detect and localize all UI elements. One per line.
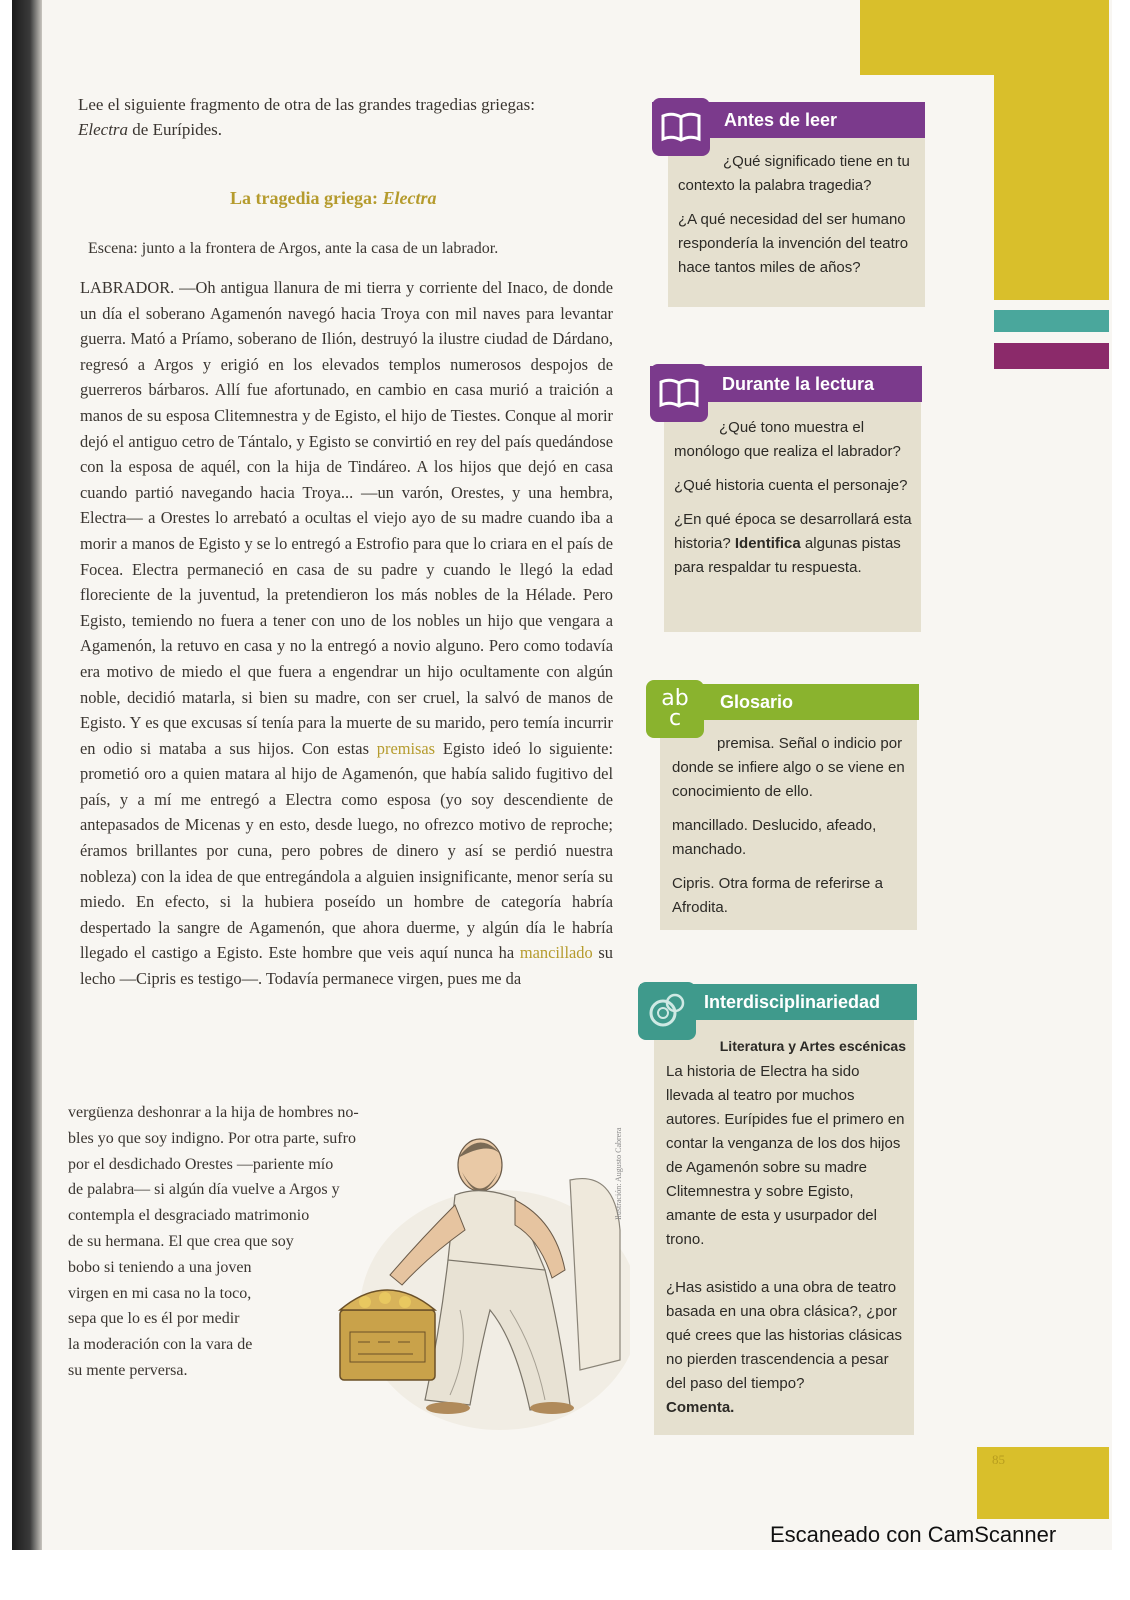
box-interdisciplinariedad xyxy=(654,992,914,1435)
story-line: de su hermana. El que crea que soy xyxy=(68,1232,294,1250)
box-body-durante xyxy=(674,416,916,590)
box-title: Durante la lectura xyxy=(722,374,875,394)
inter-question-text: ¿Has asistido a una obra de teatro basada en una obra clásica?, ¿por qué crees que las historias clásicas no pierden trascendencia a pesar del paso del tiempo? xyxy=(666,1279,902,1392)
story-line: bobo si teniendo a una joven xyxy=(68,1258,252,1276)
glossary-entry xyxy=(672,872,910,920)
glossary-definition: Otra forma de referirse a Afrodita. xyxy=(672,875,883,916)
story-line: virgen en mi casa no la toco, xyxy=(68,1284,252,1302)
question-3-text: algunas pistas para respaldar tu respuesta. xyxy=(674,535,901,576)
story-line: su mente perversa. xyxy=(68,1361,188,1379)
inter-question xyxy=(666,1276,906,1420)
question-3-text: ¿En qué época se desarrollará esta historia? xyxy=(674,511,912,552)
story-title-prefix: La tragedia griega: xyxy=(230,188,383,208)
intro-rest: de Eurípides. xyxy=(128,120,222,139)
intro-text xyxy=(78,92,638,142)
question-2: ¿Qué historia cuenta el personaje? xyxy=(674,477,908,494)
question-3-bold: Identifica xyxy=(734,535,801,552)
intro-work: Electra xyxy=(78,120,129,139)
story-text-part: LABRADOR. —Oh antigua llanura de mi tierra y corriente del Inaco, de donde un día el soberano Agamenón navegó hacia Troya con mil naves para levantar guerra. Mató a Príamo, soberano de Ilión, destruyó la ilustre ciudad de Dárdano, regresó a Argos y erigió en los elevados templos numerosos despojos de guerreros bárbaros. Allí fue afortunado, en cambio en casa murió a traición a manos de su esposa Clitemnestra y de Egisto, el hijo de Tiestes. Conque al morir dejó el antiguo cetro de Tántalo, y Egisto se convirtió en rey del país quedándose con la esposa de aquél, con la hija de Tindáreo. A los hijos que dejó en casa cuando partió navegando hacia Troya... —un varón, Orestes, y una hembra, Electra— a Orestes lo arrebató a ocultas el viejo ayo de su madre cuando iba a morir a manos de Egisto y se lo entregó a Estrofio para que lo criara en el país de Focea. Electra permaneció en casa de su padre y cuando le llegó la edad floreciente de la juventud, la pretendieron los más nobles de la Hélade. Pero Egisto, temiendo no fuera a tener con uno de los nobles un hijo que vengara a Agamenón, la retuvo en casa y no la entregó a novio alguno. Pero como todavía era motivo de miedo el que fuera a engendrar un hijo ocultamente con algún noble, decidió matarla, si bien su madre, con ser cruel, la salvó de manos de Egisto. Y es que excusas sí tenía para la muerte de su marido, pero temía incurrir en odio si mataba a sus hijos. Con estas xyxy=(80,278,613,758)
question-2: ¿A qué necesidad del ser humano respondería la invención del teatro hace tantos miles de años? xyxy=(678,211,909,276)
farmer-illustration xyxy=(330,1110,630,1430)
story-line: la moderación con la vara de xyxy=(68,1336,253,1354)
story-body xyxy=(80,275,613,992)
story-line: de palabra— si algún día vuelve a Argos y xyxy=(68,1181,340,1199)
box-body-antes xyxy=(678,150,918,290)
story-text-part: Egisto ideó lo siguiente: prometió oro a quien matara al hijo de Agamenón, que había salido fugitivo del país, y a mí me entregó a Electra como esposa (yo soy descendiente de antepasados de Micenas y en esto, desde luego, no ofrezco motivo de reproche; éramos brillantes por cuna, pero pobres de dinero y así se perdió nuestra nobleza) con la idea de que entregándola a alguien insignificante, menor sería su miedo. En efecto, si la hubiera poseído un hombre de categoría habría despertado la sangre de Agamenón, que ahora duerme, y algún día le habría llegado el castigo a Egisto. Este hombre que veis aquí nunca ha xyxy=(80,738,613,963)
scanner-watermark: Escaneado con CamScanner xyxy=(770,1522,1057,1547)
glossary-definition: Deslucido, afeado, manchado. xyxy=(672,817,877,858)
inter-subheader xyxy=(666,1034,906,1058)
box-body-glosario xyxy=(672,732,910,930)
question-1: ¿Qué tono muestra el monólogo que realiza el labrador? xyxy=(674,419,901,460)
glossary-word-mancillado: mancillado xyxy=(519,943,593,963)
decorative-yellow-block xyxy=(994,75,1109,300)
inter-text: La historia de Electra ha sido llevada al teatro por muchos autores. Eurípides fue el primero en contar la venganza de los dos hijos de Agamenón sobre su madre Clitemnestra y sobre Egisto, amante de esta y usurpador del trono. xyxy=(666,1063,905,1248)
illustration-credit: Ilustración: Augusto Cabrera xyxy=(614,1127,623,1220)
book-spine xyxy=(12,0,42,1550)
inter-question-bold: Comenta. xyxy=(666,1399,735,1416)
page-number: 85 xyxy=(992,1452,1005,1467)
story-text-part: su lecho —Cipris es testigo—. Todavía permanece virgen, pues me da xyxy=(80,943,614,989)
story-paragraph xyxy=(80,275,613,992)
glossary-definition: Señal o indicio por donde se infiere algo o se viene en conocimiento de ello. xyxy=(672,735,905,800)
book-icon xyxy=(652,98,710,156)
box-title: Antes de leer xyxy=(724,110,838,130)
glossary-entry xyxy=(672,732,910,804)
decorative-teal-stripe xyxy=(994,310,1109,332)
glossary-term: premisa. xyxy=(717,735,775,752)
story-line: bles yo que soy indigno. Por otra parte, sufro xyxy=(68,1129,356,1147)
decorative-purple-stripe xyxy=(994,343,1109,369)
intro-line: Lee el siguiente fragmento de otra de las grandes tragedias griegas: xyxy=(78,95,535,114)
glossary-word-premisas: premisas xyxy=(376,738,436,758)
scene-line: Escena: junto a la frontera de Argos, ante la casa de un labrador. xyxy=(88,240,499,257)
decorative-yellow-band xyxy=(860,0,1109,75)
glossary-term: mancillado. xyxy=(672,817,748,834)
glossary-icon xyxy=(646,680,704,738)
story-line: vergüenza deshonrar a la hija de hombres no- xyxy=(68,1104,359,1121)
glossary-term: Cipris. xyxy=(672,875,715,892)
glossary-icon-text: ab c xyxy=(661,686,689,731)
story-line: sepa que lo es él por medir xyxy=(68,1310,240,1328)
box-glosario xyxy=(660,692,917,930)
inter-subheader-text: Literatura y Artes escénicas xyxy=(719,1038,906,1054)
question-3 xyxy=(674,508,916,580)
story-line: por el desdichado Orestes —pariente mío xyxy=(68,1155,334,1173)
glossary-entry xyxy=(672,814,910,862)
story-title xyxy=(230,188,436,209)
box-body-inter xyxy=(666,1034,906,1430)
box-title: Glosario xyxy=(720,692,794,712)
story-line: contempla el desgraciado matrimonio xyxy=(68,1207,310,1225)
book-icon xyxy=(650,364,708,422)
question-1: ¿Qué significado tiene en tu contexto la palabra tragedia? xyxy=(678,153,910,194)
box-title: Interdisciplinariedad xyxy=(704,992,881,1012)
theater-masks-icon xyxy=(638,982,696,1040)
box-durante-la-lectura xyxy=(664,374,921,632)
story-title-work: Electra xyxy=(382,188,437,208)
